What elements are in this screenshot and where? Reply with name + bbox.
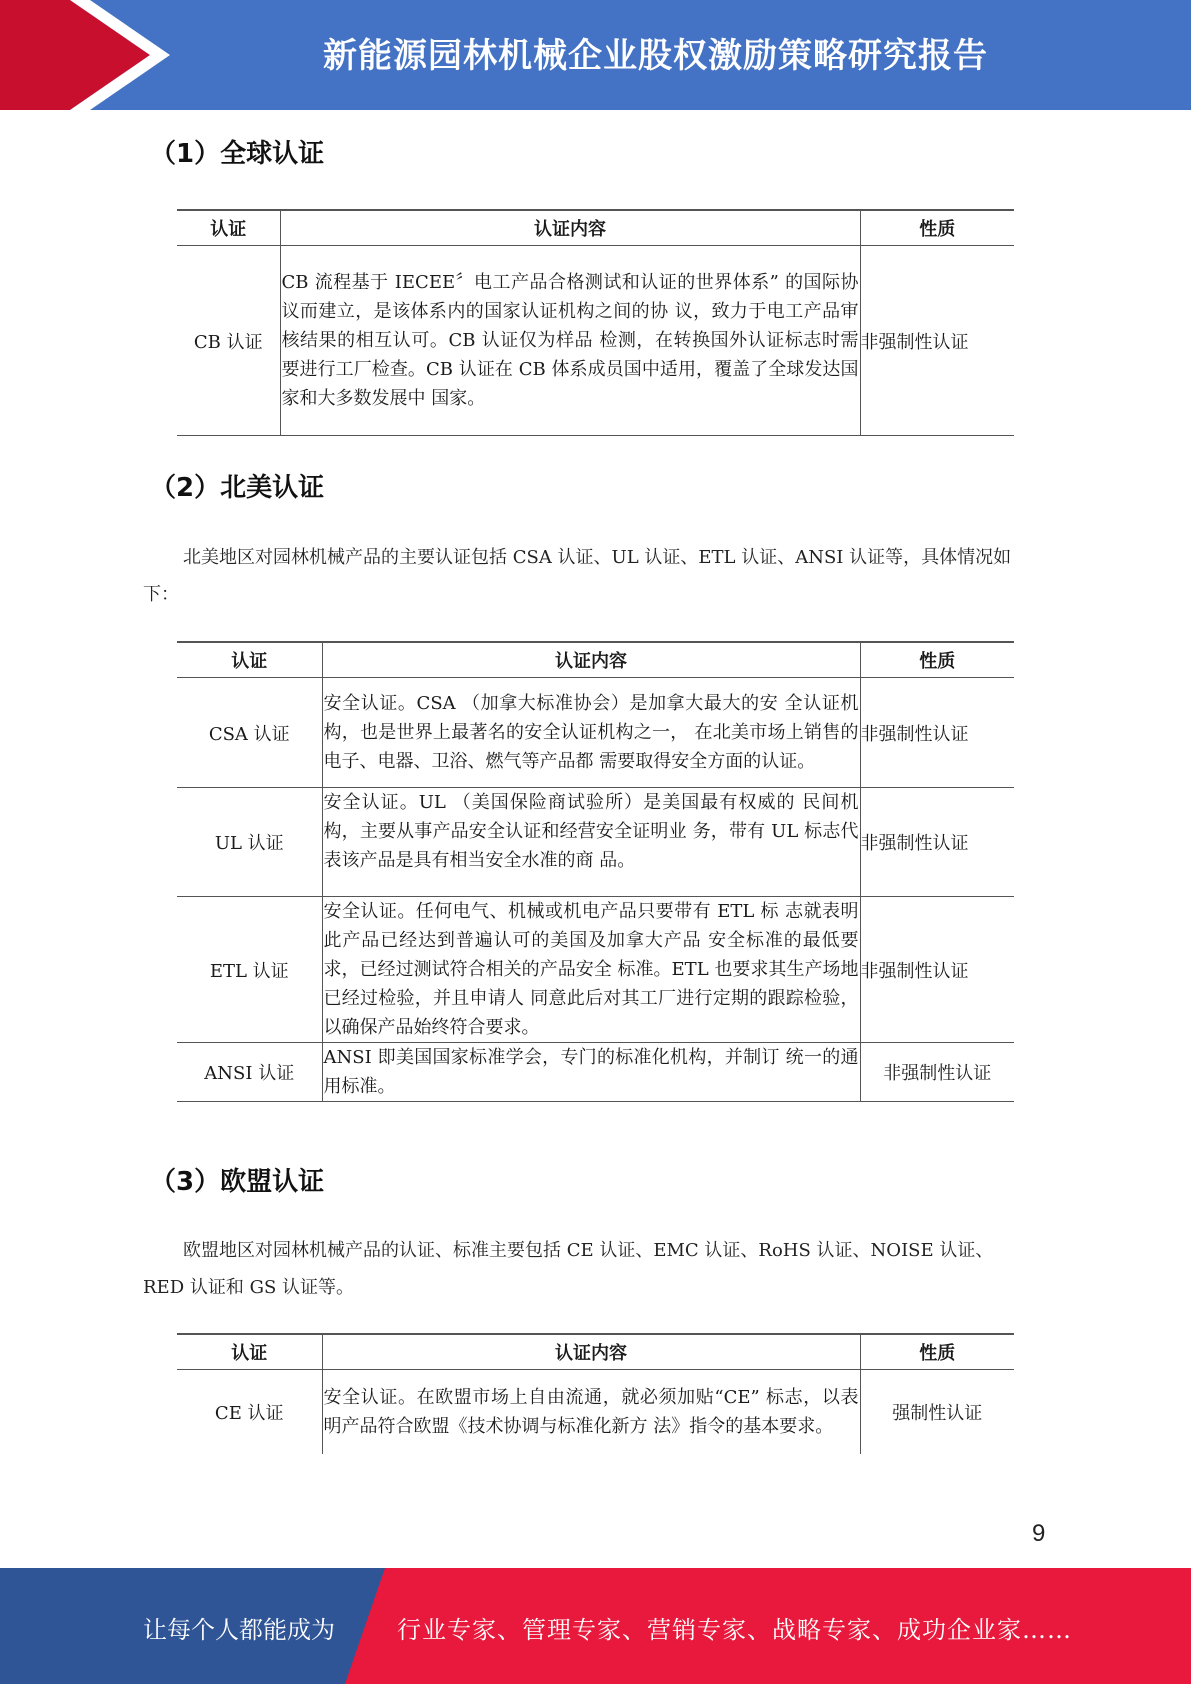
section-heading-eu: （3）欧盟认证 <box>150 1167 325 1197</box>
cert-type: 非强制性认证 <box>860 1043 1014 1102</box>
north-america-cert-table <box>177 641 1014 1102</box>
column-header-content: 认证内容 <box>280 210 860 246</box>
section-heading-global: （1）全球认证 <box>150 139 325 169</box>
cert-content: 安全认证。CSA （加拿大标准协会）是加拿大最大的安 全认证机构，也是世界上最著名的安全认证机构之一， 在北美市场上销售的电子、电器、卫浴、燃气等产品都 需要取得安全方面的认证。 <box>322 678 860 788</box>
report-title: 新能源园林机械企业股权激励策略研究报告 <box>323 36 988 76</box>
cert-type: 非强制性认证 <box>860 897 1014 1043</box>
section-heading-north-america: （2）北美认证 <box>150 473 325 503</box>
column-header-cert: 认证 <box>177 642 322 678</box>
cert-type: 强制性认证 <box>860 1370 1014 1454</box>
table-row <box>177 678 1014 788</box>
global-cert-table <box>177 209 1014 436</box>
table-row <box>177 246 1014 436</box>
cert-name: ANSI 认证 <box>177 1043 322 1102</box>
cert-content: 安全认证。UL （美国保险商试验所）是美国最有权威的 民间机构，主要从事产品安全认证和经营安全证明业 务，带有 UL 标志代表该产品是具有相当安全水准的商 品。 <box>322 788 860 897</box>
cert-name: CB 认证 <box>177 246 280 436</box>
cert-content: CB 流程基于 IECEE〞电工产品合格测试和认证的世界体系” 的国际协议而建立，是该体系内的国家认证机构之间的协 议，致力于电工产品审核结果的相互认可。CB 认证仅为样品 检测，在转换国外认证标志时需要进行工厂检查。CB 认证在 CB 体系成员国中适用，覆盖了全球发达国家和大多数发展中 国家。 <box>280 246 860 436</box>
table-row <box>177 1043 1014 1102</box>
table-row <box>177 788 1014 897</box>
cert-type: 非强制性认证 <box>860 788 1014 897</box>
column-header-type: 性质 <box>860 1334 1014 1370</box>
column-header-type: 性质 <box>860 210 1014 246</box>
table-row <box>177 1370 1014 1454</box>
cert-type: 非强制性认证 <box>860 678 1014 788</box>
column-header-content: 认证内容 <box>322 1334 860 1370</box>
column-header-type: 性质 <box>860 642 1014 678</box>
north-america-paragraph: 北美地区对园林机械产品的主要认证包括 CSA 认证、UL 认证、ETL 认证、ANSI 认证等，具体情况如下： <box>143 547 1012 605</box>
eu-paragraph: 欧盟地区对园林机械产品的认证、标准主要包括 CE 认证、EMC 认证、RoHS 认证、NOISE 认证、RED 认证和 GS 认证等。 <box>143 1240 994 1298</box>
cert-type: 非强制性认证 <box>860 246 1014 436</box>
page-footer <box>0 1568 1191 1684</box>
column-header-cert: 认证 <box>177 1334 322 1370</box>
cert-name: CSA 认证 <box>177 678 322 788</box>
page-number: 9 <box>1032 1520 1046 1547</box>
column-header-cert: 认证 <box>177 210 280 246</box>
eu-cert-table <box>177 1333 1014 1454</box>
cert-content: 安全认证。任何电气、机械或机电产品只要带有 ETL 标 志就表明此产品已经达到普遍认可的美国及加拿大产品 安全标准的最低要求，已经过测试符合相关的产品安全 标准。ETL 也要求其生产场地已经过检验，并且申请人 同意此后对其工厂进行定期的跟踪检验，以确保产品始终符合要求。 <box>322 897 860 1043</box>
page-header <box>0 0 1191 110</box>
cert-name: UL 认证 <box>177 788 322 897</box>
cert-content: ANSI 即美国国家标准学会，专门的标准化机构，并制订 统一的通用标准。 <box>322 1043 860 1102</box>
column-header-content: 认证内容 <box>322 642 860 678</box>
footer-slogan-left: 让每个人都能成为 <box>143 1616 335 1644</box>
cert-name: ETL 认证 <box>177 897 322 1043</box>
cert-name: CE 认证 <box>214 1402 284 1424</box>
cert-content: 安全认证。在欧盟市场上自由流通，就必须加贴“CE” 标志，以表明产品符合欧盟《技术协调与标准化新方 法》指令的基本要求。 <box>322 1370 860 1454</box>
table-row <box>177 897 1014 1043</box>
footer-slogan-right: 行业专家、管理专家、营销专家、战略专家、成功企业家…… <box>397 1616 1072 1644</box>
